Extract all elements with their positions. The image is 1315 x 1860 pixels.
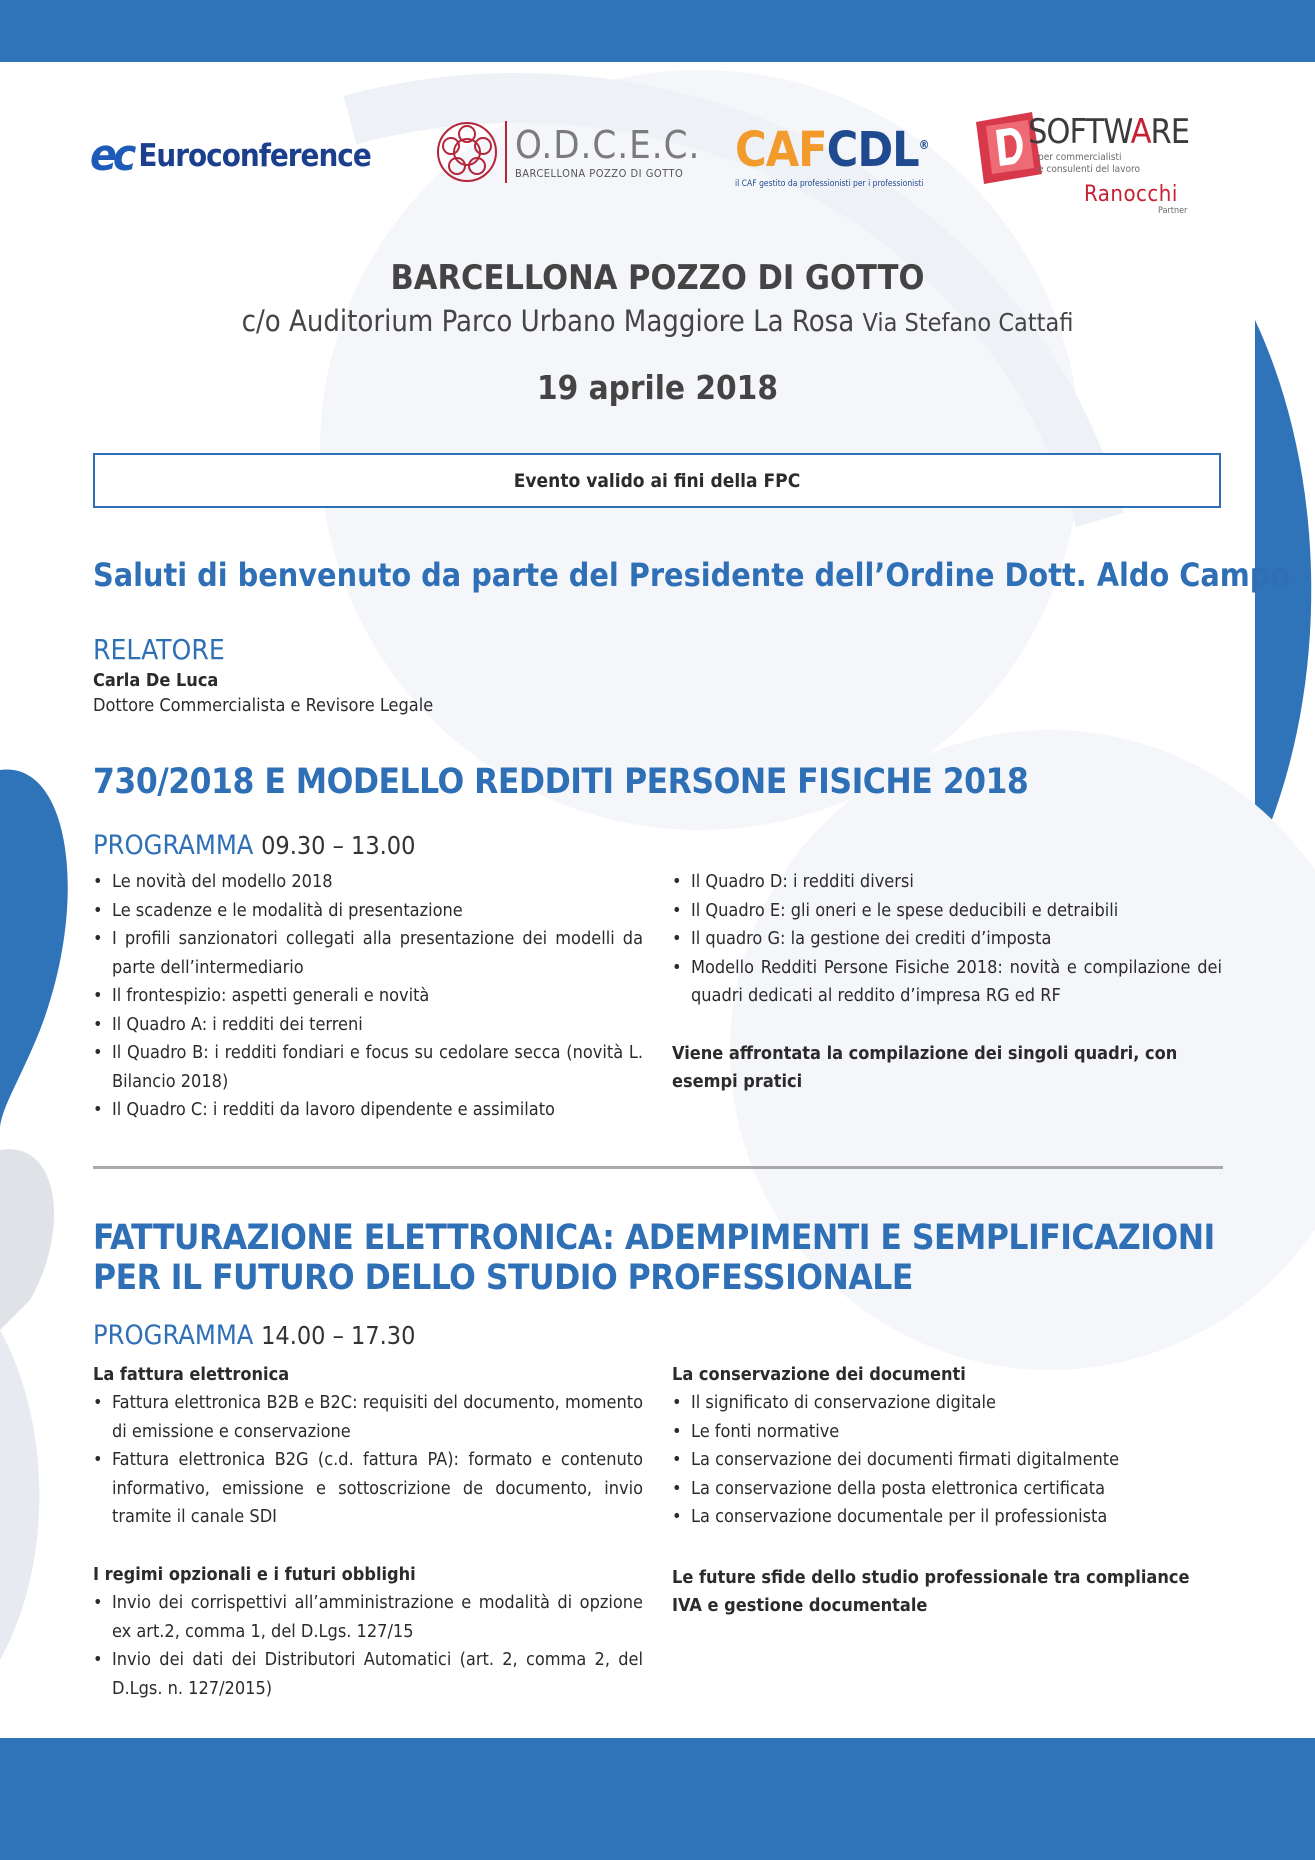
list-item: • La conservazione documentale per il professionista: [672, 1503, 1222, 1532]
session1-left-list: [93, 868, 643, 1125]
session1-note: Viene affrontata la compilazione dei singoli quadri, con esempi pratici: [672, 1043, 1178, 1092]
session1-title: 730/2018 E MODELLO REDDITI PERSONE FISICHE 2018: [93, 762, 1029, 802]
odcec-emblem-icon: [435, 120, 499, 184]
conservazione-list: [672, 1389, 1222, 1532]
fpc-notice-text: Evento valido ai fini della FPC: [513, 469, 801, 492]
venue-street: Via Stefano Cattafi: [862, 308, 1074, 337]
euroconference-mark: ec: [90, 130, 133, 181]
dsoftware-logo: [972, 112, 1225, 222]
list-item: • Il Quadro E: gli oneri e le spese deducibili e detraibili: [672, 897, 1222, 926]
event-date: 19 aprile 2018: [536, 368, 778, 407]
relatore-role: Dottore Commercialista e Revisore Legale: [93, 695, 434, 716]
euroconference-name: Euroconference: [138, 137, 371, 174]
event-city: BARCELLONA POZZO DI GOTTO: [390, 258, 925, 298]
odcec-logo: [435, 120, 700, 184]
relatore-name: Carla De Luca: [93, 670, 219, 691]
cdl-text: CDL: [826, 122, 919, 178]
list-item: • Il Quadro D: i redditi diversi: [672, 868, 1222, 897]
event-venue: [0, 304, 1315, 338]
list-item: • Modello Redditi Persone Fisiche 2018: novità e compilazione dei quadri dedicati al reddito d’impresa RG ed RF: [672, 954, 1222, 1011]
programma-label: PROGRAMMA: [93, 830, 254, 861]
list-item: • Le fonti normative: [672, 1418, 1222, 1447]
session1-right-list: [672, 868, 1222, 1011]
programma-label: PROGRAMMA: [93, 1320, 254, 1351]
euroconference-logo: [90, 130, 371, 181]
session2-time: 14.00 – 17.30: [261, 1321, 416, 1350]
caf-text: CAF: [735, 122, 827, 178]
list-item: • Invio dei dati dei Distributori Automatici (art. 2, comma 2, del D.Lgs. n. 127/2015): [93, 1646, 643, 1703]
list-item: • Il Quadro A: i redditi dei terreni: [93, 1011, 643, 1040]
list-item: • Le novità del modello 2018: [93, 868, 643, 897]
odcec-separator: [505, 121, 507, 183]
fpc-notice-box: [93, 453, 1221, 508]
session1-time: 09.30 – 13.00: [261, 831, 416, 860]
partner-label: Partner: [1158, 206, 1188, 216]
ranocchi-wordmark: Ranocchi: [1084, 182, 1178, 207]
welcome-heading: Saluti di benvenuto da parte del Presidente dell’Ordine Dott. Aldo Campo: [93, 556, 1291, 594]
odcec-subtitle: BARCELLONA POZZO DI GOTTO: [515, 166, 684, 180]
list-item: • I profili sanzionatori collegati alla presentazione dei modelli da parte dell’intermediario: [93, 925, 643, 982]
dsoftware-tagline: per commercialisti e consulenti del lavoro: [1038, 152, 1140, 175]
session2-title-line2: PER IL FUTURO DELLO STUDIO PROFESSIONALE: [93, 1258, 913, 1298]
block-heading-regimi: I regimi opzionali e i futuri obblighi: [93, 1564, 416, 1585]
block-heading-conservazione: La conservazione dei documenti: [672, 1364, 966, 1385]
session2-note: Le future sfide dello studio professionale tra compliance IVA e gestione documentale: [672, 1567, 1190, 1616]
block-heading-fattura: La fattura elettronica: [93, 1364, 290, 1385]
session2-programma: [93, 1320, 415, 1351]
list-item: • Il frontespizio: aspetti generali e novità: [93, 982, 643, 1011]
cafcdl-tagline: il CAF gestito da professionisti per i professionisti: [735, 179, 924, 189]
odcec-title: O.D.C.E.C.: [515, 122, 701, 167]
list-item: • La conservazione dei documenti firmati digitalmente: [672, 1446, 1222, 1475]
registered-mark: ®: [918, 138, 929, 152]
regimi-list: [93, 1589, 643, 1703]
section-divider: [93, 1166, 1223, 1169]
list-item: • Il significato di conservazione digitale: [672, 1389, 1222, 1418]
session2-title: [93, 1218, 1233, 1298]
fattura-list: [93, 1389, 643, 1532]
list-item: • Il Quadro B: i redditi fondiari e focus su cedolare secca (novità L. Bilancio 2018): [93, 1039, 643, 1096]
list-item: • Fattura elettronica B2G (c.d. fattura PA): formato e contenuto informativo, emissione e sottoscrizione de documento, invio tramite il canale SDI: [93, 1446, 643, 1532]
relatore-label: RELATORE: [93, 633, 225, 666]
session1-programma: [93, 830, 415, 861]
session2-title-line1: FATTURAZIONE ELETTRONICA: ADEMPIMENTI E SEMPLIFICAZIONI: [93, 1218, 1215, 1258]
list-item: • Invio dei corrispettivi all’amministrazione e modalità di opzione ex art.2, comma 1, del D.Lgs. 127/15: [93, 1589, 643, 1646]
cafcdl-logo: [735, 120, 929, 189]
list-item: • Fattura elettronica B2B e B2C: requisiti del documento, momento di emissione e conservazione: [93, 1389, 643, 1446]
software-wordmark: SOFTWARE: [1028, 112, 1190, 152]
list-item: • Il quadro G: la gestione dei crediti d’imposta: [672, 925, 1222, 954]
sponsor-logos: [90, 112, 1225, 222]
list-item: • Le scadenze e le modalità di presentazione: [93, 897, 643, 926]
list-item: • Il Quadro C: i redditi da lavoro dipendente e assimilato: [93, 1096, 643, 1125]
venue-name: c/o Auditorium Parco Urbano Maggiore La Rosa: [241, 304, 855, 338]
list-item: • La conservazione della posta elettronica certificata: [672, 1475, 1222, 1504]
